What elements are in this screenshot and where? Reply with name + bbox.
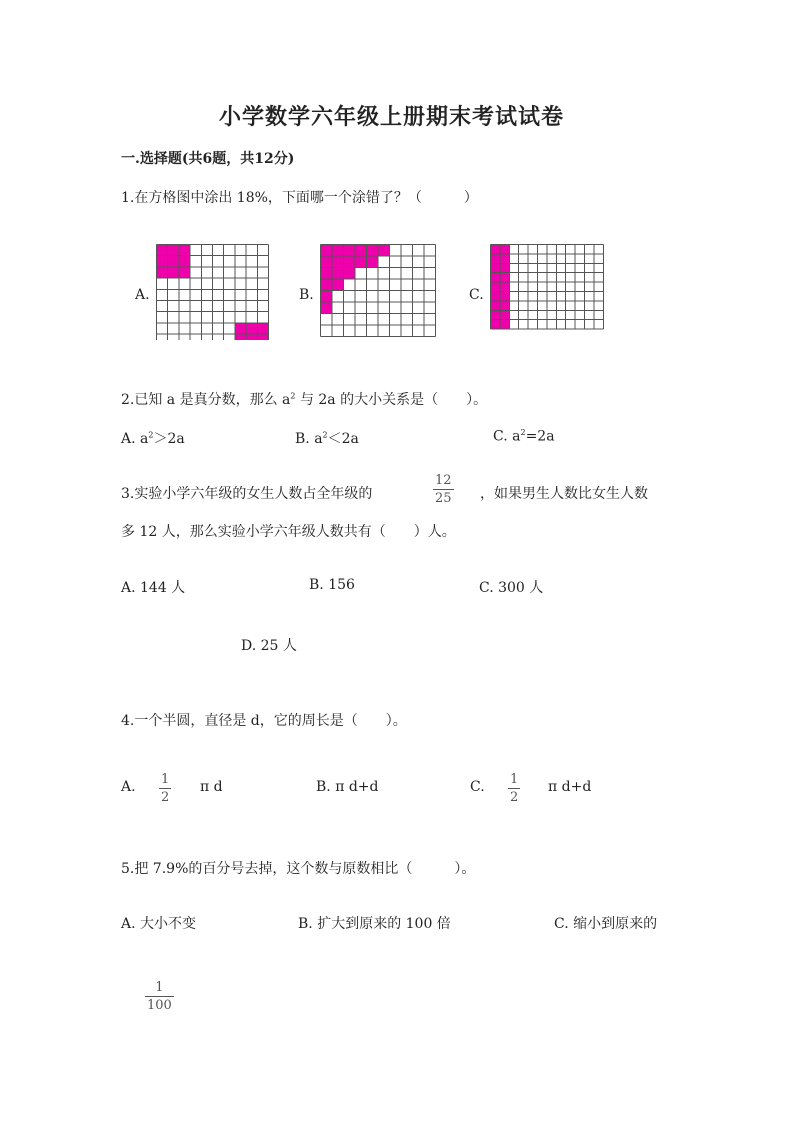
question-2-text xyxy=(121,389,487,409)
grid-c-shaded-cell xyxy=(491,301,500,310)
grid-a-shaded-cell xyxy=(246,334,257,340)
grid-c-shaded-cell xyxy=(500,310,509,319)
q2-text-post: 与 2a 的大小关系是（ ）。 xyxy=(295,392,488,408)
q2-option-c-pre: C. a xyxy=(493,428,521,445)
grid-b-shaded-cell xyxy=(321,279,333,291)
grid-b-shaded-cell xyxy=(332,245,344,257)
grid-b-shaded-cell xyxy=(355,256,367,268)
q1-grid-b xyxy=(320,244,438,340)
grid-c-shaded-cell xyxy=(491,282,500,291)
section-heading: 一.选择题(共6题，共12分) xyxy=(121,151,295,167)
grid-c-shaded-cell xyxy=(491,320,500,329)
q5-fraction-denominator: 100 xyxy=(147,998,172,1013)
question-3-text-post: ，如果男生人数比女生人数 xyxy=(480,486,648,502)
grid-b-shaded-cell xyxy=(367,245,379,257)
grid-c-shaded-cell xyxy=(491,245,500,254)
grid-a-shaded-cell xyxy=(246,323,257,334)
grid-c-shaded-cell xyxy=(500,263,509,272)
grid-c-shaded-cell xyxy=(500,320,509,329)
grid-b-shaded-cell xyxy=(344,256,356,268)
grid-b-shaded-cell xyxy=(321,291,333,303)
question-3-text-pre: 3.实验小学六年级的女生人数占全年级的 xyxy=(121,486,373,502)
grid-c-shaded-cell xyxy=(491,292,500,301)
grid-b-shaded-cell xyxy=(321,245,333,257)
q4-option-a-tail: π d xyxy=(200,779,223,795)
grid-b-shaded-cell xyxy=(367,256,379,268)
grid-b-shaded-cell xyxy=(321,302,333,314)
q3-fraction-bar xyxy=(433,489,454,490)
grid-c-shaded-cell xyxy=(491,254,500,263)
q5-fraction-numerator: 1 xyxy=(155,980,164,995)
grid-c-shaded-cell xyxy=(500,254,509,263)
grid-a-shaded-cell xyxy=(179,267,190,278)
q4-option-c-denominator: 2 xyxy=(510,790,519,805)
grid-b-shaded-cell xyxy=(321,268,333,280)
page-title: 小学数学六年级上册期末考试试卷 xyxy=(219,104,565,130)
question-3-line-2: 多 12 人，那么实验小学六年级人数共有（ ）人。 xyxy=(121,524,456,540)
q2-option-b xyxy=(295,428,359,448)
grid-b-shaded-cell xyxy=(321,256,333,268)
grid-a-shaded-cell xyxy=(179,245,190,256)
grid-b-shaded-cell xyxy=(332,279,344,291)
grid-a-shaded-cell xyxy=(235,334,246,340)
grid-b-shaded-cell xyxy=(332,256,344,268)
q2-option-b-post: ＜2a xyxy=(327,431,359,447)
q2-option-c-post: =2a xyxy=(525,428,555,445)
question-4-text: 4.一个半圆，直径是 d，它的周长是（ ）。 xyxy=(121,713,407,729)
q4-option-c-label: C. xyxy=(470,779,485,795)
grid-c-shaded-cell xyxy=(491,263,500,272)
grid-a-shaded-cell xyxy=(257,323,268,334)
question-1-text: 1.在方格图中涂出 18%，下面哪一个涂错了？（ ） xyxy=(121,190,478,206)
q3-option-b: B. 156 xyxy=(309,577,355,593)
q2-text-pre: 2.已知 a 是真分数，那么 a xyxy=(121,392,291,408)
q2-option-b-pre: B. a xyxy=(295,431,323,447)
q1-option-b-label: B. xyxy=(299,287,314,303)
q1-option-c-label: C. xyxy=(469,287,484,303)
q2-option-c-sup: 2 xyxy=(520,428,526,437)
grid-b-shaded-cell xyxy=(344,245,356,257)
grid-a-shaded-cell xyxy=(157,245,168,256)
grid-b-shaded-cell xyxy=(378,245,390,257)
q4-option-a-numerator: 1 xyxy=(161,772,170,787)
grid-a-shaded-cell xyxy=(157,267,168,278)
grid-b-shaded-cell xyxy=(344,268,356,280)
grid-b-shaded-cell xyxy=(355,245,367,257)
grid-c-shaded-cell xyxy=(500,292,509,301)
grid-a-shaded-cell xyxy=(168,256,179,267)
q4-option-c-numerator: 1 xyxy=(510,772,519,787)
grid-c-shaded-cell xyxy=(500,273,509,282)
q1-grid-c xyxy=(490,244,604,330)
grid-a-shaded-cell xyxy=(257,334,268,340)
q1-grid-a xyxy=(156,244,270,340)
q2-option-c xyxy=(493,428,555,445)
q3-fraction xyxy=(433,473,454,506)
q3-option-a: A. 144 人 xyxy=(121,580,186,596)
grid-c-shaded-cell xyxy=(500,282,509,291)
q5-option-c-fraction xyxy=(145,980,174,1013)
question-5-text: 5.把 7.9%的百分号去掉，这个数与原数相比（ ）。 xyxy=(121,861,476,877)
grid-c-shaded-cell xyxy=(491,310,500,319)
q3-option-c: C. 300 人 xyxy=(479,580,544,596)
q5-fraction-bar xyxy=(145,996,174,997)
q4-option-b: B. π d+d xyxy=(316,779,379,795)
q5-option-a: A. 大小不变 xyxy=(121,916,197,932)
q2-option-a-post: ＞2a xyxy=(153,431,185,447)
grid-c-shaded-cell xyxy=(500,301,509,310)
q3-option-d: D. 25 人 xyxy=(241,638,297,654)
q4-option-c-fraction xyxy=(508,772,520,805)
grid-a-shaded-cell xyxy=(168,245,179,256)
q5-option-b: B. 扩大到原来的 100 倍 xyxy=(298,916,451,932)
grid-a-shaded-cell xyxy=(157,256,168,267)
grid-b-shaded-cell xyxy=(332,268,344,280)
q4-option-a-fraction xyxy=(159,772,171,805)
grid-a-shaded-cell xyxy=(179,256,190,267)
grid-a-shaded-cell xyxy=(168,267,179,278)
q2-option-a-pre: A. a xyxy=(121,431,149,447)
q2-option-a-sup: 2 xyxy=(148,430,154,440)
q4-option-a-denominator: 2 xyxy=(161,790,170,805)
q3-fraction-numerator: 12 xyxy=(435,473,452,488)
q3-fraction-denominator: 25 xyxy=(435,491,452,506)
q4-option-c-tail: π d+d xyxy=(548,779,592,795)
grid-c-shaded-cell xyxy=(491,273,500,282)
q1-option-a-label: A. xyxy=(135,287,150,303)
q4-option-c-bar xyxy=(508,788,520,789)
q2-exponent: 2 xyxy=(290,391,296,401)
q4-option-a-bar xyxy=(159,788,171,789)
grid-c-shaded-cell xyxy=(500,245,509,254)
grid-a-shaded-cell xyxy=(235,323,246,334)
q2-option-b-sup: 2 xyxy=(322,430,328,440)
q4-option-a-label: A. xyxy=(121,779,136,795)
q5-option-c: C. 缩小到原来的 xyxy=(554,916,658,932)
q2-option-a xyxy=(121,428,185,448)
